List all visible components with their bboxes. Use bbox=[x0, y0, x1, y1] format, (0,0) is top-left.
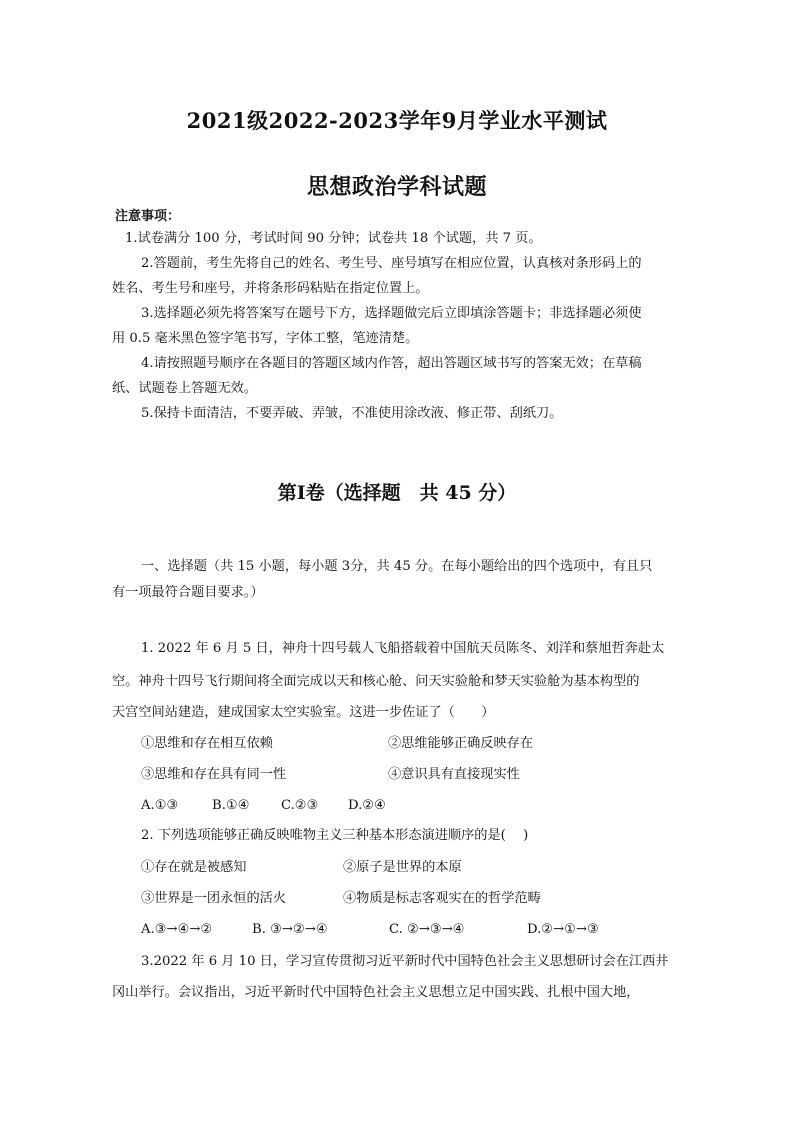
answer-choice: A.①③ bbox=[141, 798, 179, 813]
notice-line: 用 0.5 毫米黑色签字笔书写，字体工整，笔迹清楚。 bbox=[112, 331, 419, 346]
statement-item: ②思维能够正确反映存在 bbox=[388, 736, 534, 751]
subject-title: 思想政治学科试题 bbox=[306, 174, 487, 200]
statement-item: ④物质是标志客观实在的哲学范畴 bbox=[343, 891, 541, 906]
notice-line: 4.请按照题号顺序在各题目的答题区域内作答，超出答题区域书写的答案无效；在草稿 bbox=[141, 356, 642, 371]
notice-heading: 注意事项： bbox=[115, 209, 181, 224]
answer-choice: B. ③→②→④ bbox=[252, 922, 328, 937]
notice-line: 2.答题前，考生先将自己的姓名、考生号、座号填写在相应位置，认真核对条形码上的 bbox=[141, 256, 642, 271]
answer-choice: D.②→①→③ bbox=[527, 922, 599, 937]
question-stem-line: 冈山举行。会议指出，习近平新时代中国特色社会主义思想立足中国实践、扎根中国大地， bbox=[112, 985, 640, 1000]
question-stem-line: 1. 2022 年 6 月 5 日，神舟十四号载人飞船搭载着中国航天员陈冬、刘洋和蔡旭哲奔赴太 bbox=[141, 641, 665, 656]
notice-line: 3.选择题必须先将答案写在题号下方，选择题做完后立即填涂答题卡；非选择题必须使 bbox=[141, 306, 642, 321]
notice-line: 1.试卷满分 100 分，考试时间 90 分钟；试卷共 18 个试题，共 7 页。 bbox=[125, 231, 542, 246]
statement-item: ①存在就是被感知 bbox=[141, 860, 247, 875]
answer-choice: C. ②→③→④ bbox=[389, 922, 465, 937]
question-stem-line: 3.2022 年 6 月 10 日，学习宣传贯彻习近平新时代中国特色社会主义思想研讨会在江西井 bbox=[141, 954, 669, 969]
notice-line: 5.保持卡面清洁，不要弄破、弄皱，不准使用涂改液、修正带、刮纸刀。 bbox=[141, 406, 563, 421]
statement-item: ③思维和存在具有同一性 bbox=[141, 767, 287, 782]
answer-choice: A.③→④→② bbox=[141, 922, 213, 937]
statement-item: ②原子是世界的本原 bbox=[343, 860, 462, 875]
statement-item: ①思维和存在相互依赖 bbox=[141, 736, 273, 751]
statement-item: ③世界是一团永恒的活火 bbox=[141, 891, 287, 906]
notice-line: 姓名、考生号和座号，并将条形码粘贴在指定位置上。 bbox=[112, 281, 429, 296]
question-stem-line: 天宫空间站建造，建成国家太空实验室。这进一步佐证了（ ） bbox=[112, 705, 495, 720]
answer-choice: D.②④ bbox=[348, 798, 386, 813]
answer-choice: C.②③ bbox=[281, 798, 319, 813]
notice-line: 纸、试题卷上答题无效。 bbox=[112, 381, 258, 396]
question-stem-line: 2. 下列选项能够正确反映唯物主义三种基本形态演进顺序的是( ) bbox=[141, 828, 529, 843]
instruction-line: 有一项最符合题目要求。） bbox=[112, 585, 264, 600]
instruction-line: 一、选择题（共 15 小题，每小题 3分，共 45 分。在每小题给出的四个选项中，有且只 bbox=[141, 559, 653, 574]
statement-item: ④意识具有直接现实性 bbox=[388, 767, 520, 782]
section-heading: 第Ⅰ卷（选择题 共 45 分） bbox=[277, 482, 517, 504]
answer-choice: B.①④ bbox=[212, 798, 250, 813]
exam-title: 2021级2022-2023学年9月学业水平测试 bbox=[186, 108, 608, 133]
question-stem-line: 空。神舟十四号飞行期间将全面完成以天和核心舱、问天实验舱和梦天实验舱为基本构型的 bbox=[112, 674, 640, 689]
